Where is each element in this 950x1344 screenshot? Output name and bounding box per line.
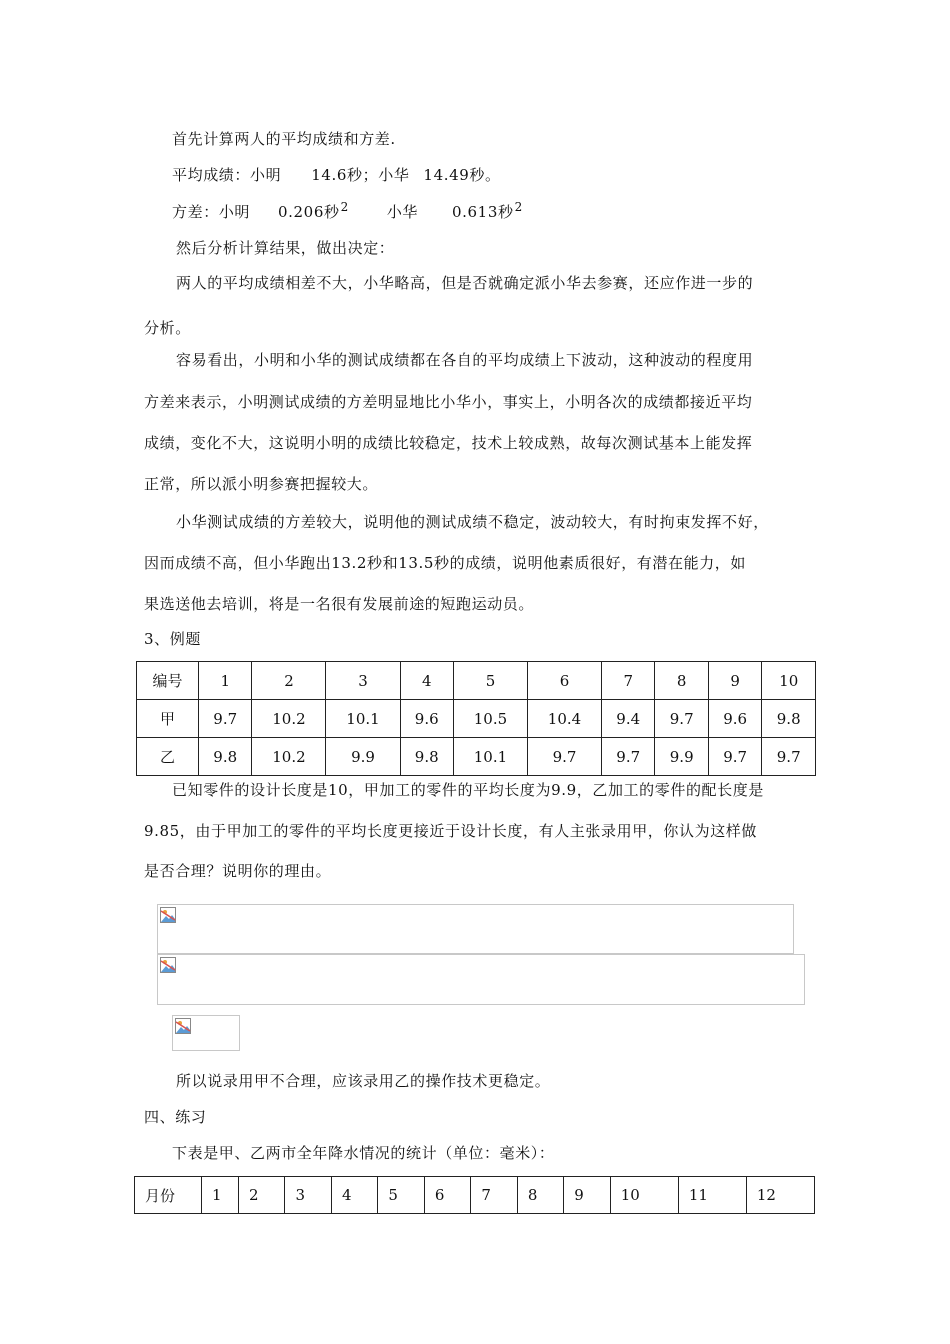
- table-cell: 5: [378, 1177, 424, 1214]
- table-cell: 3: [285, 1177, 331, 1214]
- paragraph-4-line-1: 容易看出，小明和小华的测试成绩都在各自的平均成绩上下波动，这种波动的程度用: [176, 351, 754, 369]
- table-cell: 1: [199, 662, 252, 700]
- table-cell: 月份: [135, 1177, 202, 1214]
- broken-image-icon: [160, 907, 176, 923]
- table-cell: 9.9: [655, 738, 708, 776]
- rainfall-table: [134, 1176, 815, 1214]
- average-ming-name: 小明: [250, 166, 282, 184]
- table-cell: 9.7: [602, 738, 655, 776]
- table-cell: 8: [517, 1177, 563, 1214]
- table-cell: 10.2: [252, 738, 326, 776]
- table-cell: 1: [202, 1177, 239, 1214]
- paragraph-3-line-1: 两人的平均成绩相差不大，小华略高，但是否就确定派小华去参赛，还应作进一步的: [176, 274, 754, 292]
- table-cell: 9.6: [708, 700, 761, 738]
- paragraph-5-line-3: 果选送他去培训，将是一名很有发展前途的短跑运动员。: [144, 595, 535, 613]
- table-cell: 8: [655, 662, 708, 700]
- paragraph-conclusion: 所以说录用甲不合理，应该录用乙的操作技术更稳定。: [176, 1072, 551, 1090]
- table-cell: 乙: [137, 738, 199, 776]
- paragraph-4-line-2: 方差来表示，小明测试成绩的方差明显地比小华小，事实上，小明各次的成绩都接近平均: [144, 393, 753, 411]
- average-label: 平均成绩：: [172, 166, 251, 184]
- variance-ming-value: 0.206秒: [278, 203, 340, 221]
- average-hua-value: 14.49秒。: [423, 166, 501, 184]
- broken-image-icon: [175, 1018, 191, 1034]
- table-cell: 10.1: [326, 700, 400, 738]
- table-cell: 编号: [137, 662, 199, 700]
- paragraph-intro: 首先计算两人的平均成绩和方差.: [172, 130, 396, 148]
- table-cell: 6: [424, 1177, 470, 1214]
- table-cell: 9: [564, 1177, 610, 1214]
- paragraph-table-intro: 下表是甲、乙两市全年降水情况的统计（单位：毫米）：: [172, 1144, 555, 1162]
- table-cell: 9: [708, 662, 761, 700]
- average-hua-name: 小华: [378, 166, 410, 184]
- paragraph-then: 然后分析计算结果，做出决定：: [176, 239, 395, 257]
- table-cell: 10: [610, 1177, 678, 1214]
- table-row: [137, 738, 816, 776]
- variance-hua-name: 小华: [386, 203, 419, 221]
- broken-image-formula-2: [157, 954, 805, 1005]
- table-cell: 3: [326, 662, 400, 700]
- variance-line: [172, 202, 523, 223]
- table-cell: 10.4: [527, 700, 601, 738]
- table-cell: 11: [678, 1177, 746, 1214]
- table-cell: 5: [453, 662, 527, 700]
- table-cell: 7: [602, 662, 655, 700]
- broken-image-formula-3: [172, 1015, 240, 1051]
- paragraph-4-line-4: 正常，所以派小明参赛把握较大。: [144, 475, 379, 493]
- paragraph-6-line-3: 是否合理？说明你的理由。: [144, 862, 332, 880]
- paragraph-4-line-3: 成绩，变化不大，这说明小明的成绩比较稳定，技术上较成熟，故每次测试基本上能发挥: [144, 434, 753, 452]
- average-line: [172, 165, 501, 185]
- table-cell: 7: [471, 1177, 517, 1214]
- table-cell: 4: [331, 1177, 377, 1214]
- table-cell: 9.8: [400, 738, 453, 776]
- table-cell: 9.8: [199, 738, 252, 776]
- section-practice-heading: 四、练习: [144, 1108, 207, 1126]
- table-cell: 9.9: [326, 738, 400, 776]
- example-data-table: [136, 661, 816, 776]
- table-cell: 9.7: [708, 738, 761, 776]
- table-cell: 10.1: [453, 738, 527, 776]
- table-cell: 9.7: [655, 700, 708, 738]
- table-cell: 9.7: [527, 738, 601, 776]
- table-cell: 10.2: [252, 700, 326, 738]
- table-cell: 10: [762, 662, 816, 700]
- table-cell: 9.7: [199, 700, 252, 738]
- variance-hua-exponent: 2: [514, 200, 523, 214]
- table-cell: 9.7: [762, 738, 816, 776]
- broken-image-formula-1: [157, 904, 794, 954]
- variance-ming-exponent: 2: [340, 200, 349, 214]
- table-cell: 9.6: [400, 700, 453, 738]
- paragraph-5-line-2: 因而成绩不高，但小华跑出13.2秒和13.5秒的成绩，说明他素质很好，有潜在能力，如: [144, 554, 747, 572]
- variance-label: 方差：: [172, 203, 219, 221]
- paragraph-6-line-2: 9.85，由于甲加工的零件的平均长度更接近于设计长度，有人主张录用甲，你认为这样做: [144, 822, 758, 840]
- table-cell: 9.4: [602, 700, 655, 738]
- table-cell: 6: [527, 662, 601, 700]
- table-cell: 12: [746, 1177, 814, 1214]
- section-example-heading: 3、例题: [144, 630, 201, 648]
- paragraph-3-line-2: 分析。: [144, 319, 191, 337]
- table-row: [137, 700, 816, 738]
- broken-image-icon: [160, 957, 176, 973]
- average-ming-value: 14.6秒；: [311, 166, 379, 184]
- variance-ming-name: 小明: [218, 203, 251, 221]
- table-row: [137, 662, 816, 700]
- variance-hua-value: 0.613秒: [452, 203, 514, 221]
- table-cell: 2: [239, 1177, 285, 1214]
- table-cell: 10.5: [453, 700, 527, 738]
- table-cell: 9.8: [762, 700, 816, 738]
- table-cell: 甲: [137, 700, 199, 738]
- paragraph-5-line-1: 小华测试成绩的方差较大，说明他的测试成绩不稳定，波动较大，有时拘束发挥不好，: [176, 513, 769, 531]
- table-row: [135, 1177, 815, 1214]
- table-cell: 2: [252, 662, 326, 700]
- paragraph-6-line-1: 已知零件的设计长度是10，甲加工的零件的平均长度为9.9，乙加工的零件的配长度是: [172, 781, 764, 799]
- table-cell: 4: [400, 662, 453, 700]
